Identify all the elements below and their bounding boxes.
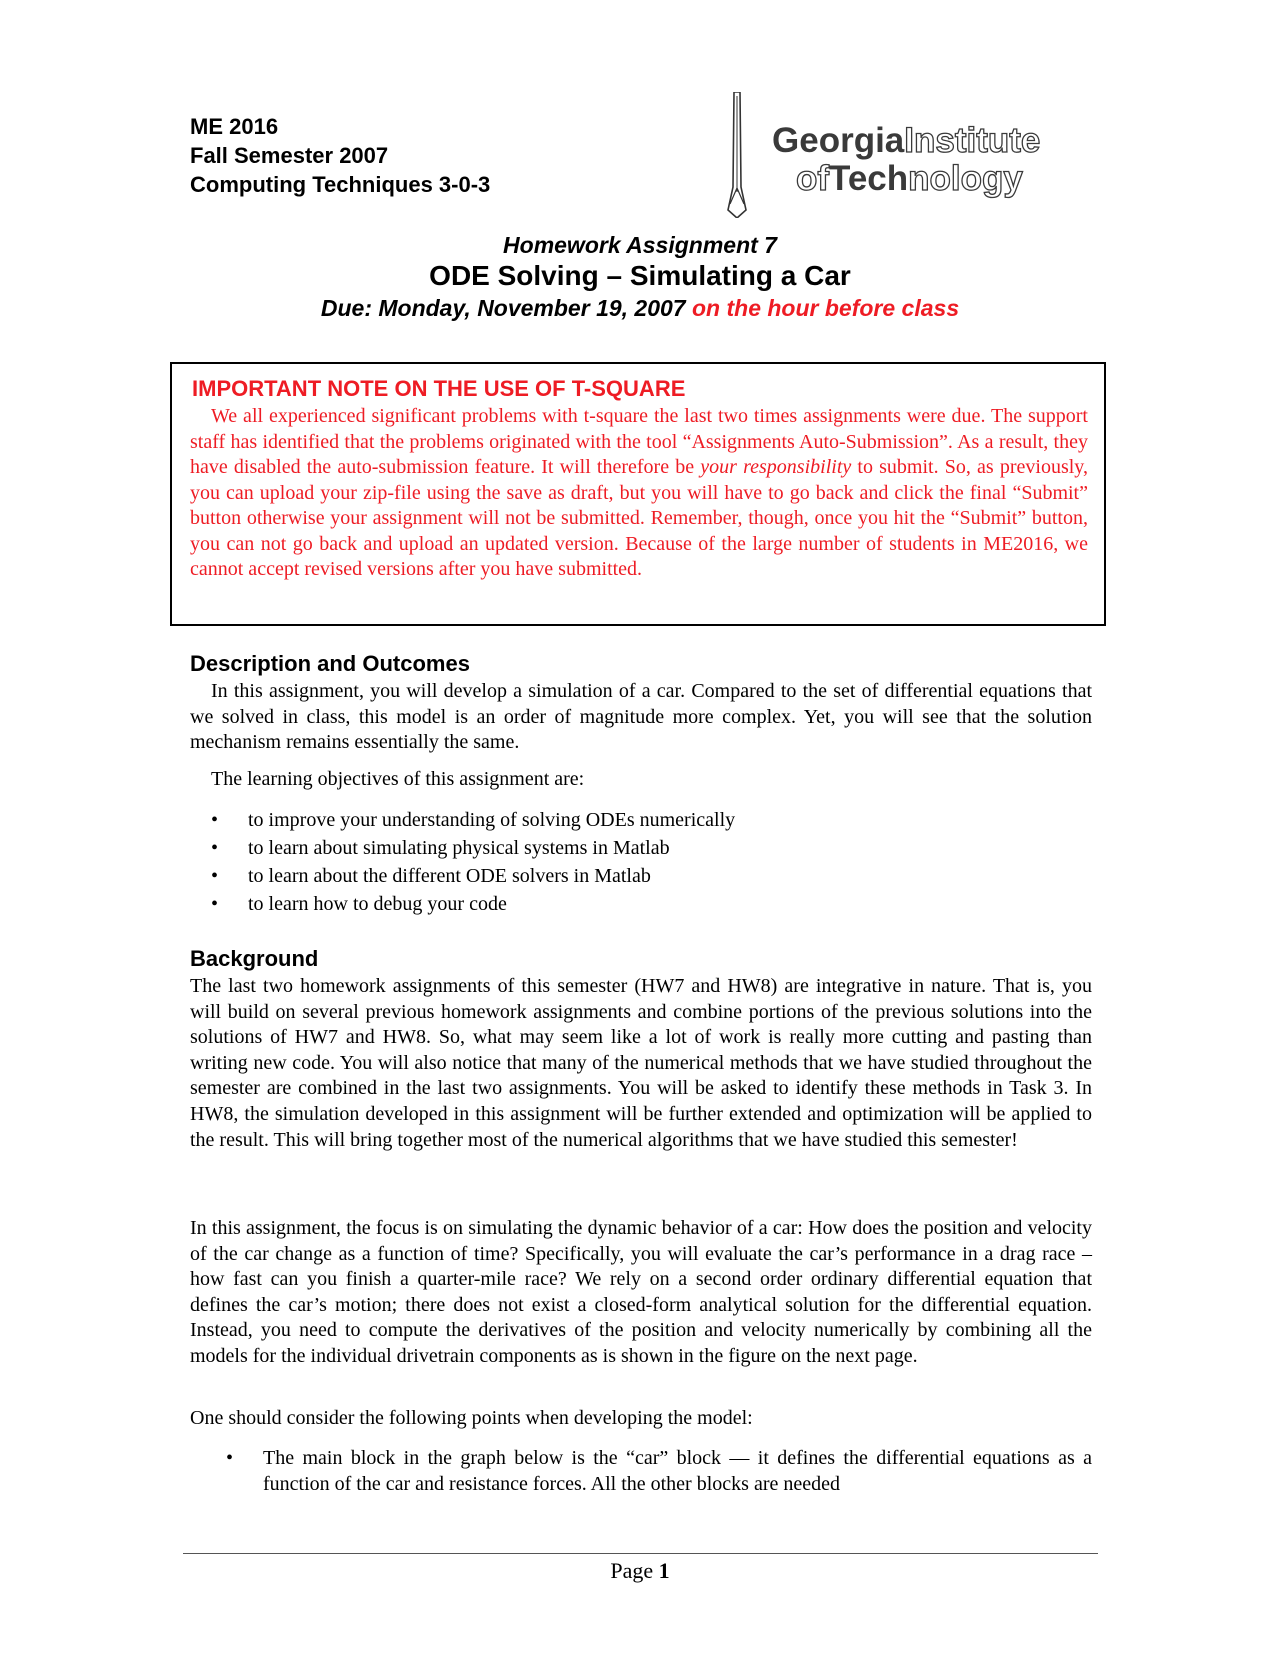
page-label: Page bbox=[610, 1558, 654, 1583]
important-note-box bbox=[170, 362, 1106, 626]
important-note-heading: IMPORTANT NOTE ON THE USE OF T-SQUARE bbox=[192, 376, 686, 401]
due-date bbox=[0, 295, 1280, 322]
logo-wordmark bbox=[772, 122, 1040, 198]
list-item: • to learn about simulating physical systems in Matlab bbox=[211, 837, 670, 859]
note-text-after: to submit. So, as previously, you can upload your zip-file using the save as draft, but you will have to go back and click the final “Submit” button otherwise your assignment will not be submitted. Remember, though, once you hit the “Submit” button, you can not go back and upload an updated version. Because of the large number of students in ME2016, we cannot accept revised versions after you have submitted. bbox=[190, 456, 1088, 580]
assignment-title: ODE Solving – Simulating a Car bbox=[429, 260, 851, 291]
assignment-label: Homework Assignment 7 bbox=[503, 232, 777, 258]
points-intro: One should consider the following points when developing the model: bbox=[190, 1407, 753, 1429]
logo-georgia: Georgia bbox=[772, 121, 905, 160]
logo-nology: nology bbox=[908, 159, 1023, 198]
description-paragraph: In this assignment, you will develop a simulation of a car. Compared to the set of differential equations that we solved in class, this model is an order of magnitude more complex. Yet, you will see that the solution mechanism remains essentially the same. bbox=[190, 680, 1092, 754]
note-text-emphasis: your responsibility bbox=[700, 456, 852, 478]
important-note-text bbox=[190, 404, 1088, 583]
background-paragraph-2: In this assignment, the focus is on simulating the dynamic behavior of a car: How does the position and velocity of the car change as a function of time? Specifically, you will evaluate the car’s performance in a drag race – how fast can you finish a quarter-mile race? We rely on a second order ordinary differential equation that defines the car’s motion; there does not exist a closed-form analytical solution for the differential equation. Instead, you need to compute the derivatives of the position and velocity numerically by combining all the models for the individual drivetrain components as is shown in the figure on the next page. bbox=[190, 1217, 1092, 1367]
logo-tech: Tech bbox=[829, 159, 909, 198]
logo-of: of bbox=[796, 159, 830, 198]
section-heading-description: Description and Outcomes bbox=[190, 651, 470, 676]
note-text-before: We all experienced significant problems with t-square the last two times assignments were due. The support staff has identified that the problems originated with the tool “Assignments Auto-Submission”. As a result, they have disabled the auto-submission feature. It will therefore be bbox=[190, 405, 1088, 478]
course-code: ME 2016 bbox=[190, 114, 279, 139]
tower-icon bbox=[710, 92, 770, 218]
page-number bbox=[0, 1558, 1280, 1584]
course-info bbox=[190, 112, 490, 199]
list-item: • to learn about the different ODE solvers in Matlab bbox=[211, 865, 651, 887]
course-name: Computing Techniques 3-0-3 bbox=[190, 172, 491, 197]
point-1-text: The main block in the graph below is the “car” block — it defines the differential equations as a function of the car and resistance forces. All the other blocks are needed bbox=[263, 1447, 1092, 1495]
page-number-value: 1 bbox=[658, 1558, 670, 1583]
list-item: • The main block in the graph below is the “car” block — it defines the differential equations as a function of the car and resistance forces. All the other blocks are needed bbox=[190, 1446, 1092, 1497]
list-item: • to learn how to debug your code bbox=[211, 893, 507, 915]
due-date-text: Due: Monday, November 19, 2007 bbox=[320, 295, 686, 321]
semester: Fall Semester 2007 bbox=[190, 143, 389, 168]
list-item: • to improve your understanding of solving ODEs numerically bbox=[211, 809, 736, 831]
due-date-note: on the hour before class bbox=[692, 295, 960, 321]
footer-divider bbox=[183, 1553, 1098, 1554]
georgia-tech-logo bbox=[710, 92, 1100, 218]
objectives-list bbox=[190, 806, 1092, 918]
objectives-intro: The learning objectives of this assignment are: bbox=[211, 768, 585, 790]
logo-institute: Institute bbox=[904, 121, 1041, 160]
section-heading-background: Background bbox=[190, 946, 319, 971]
background-paragraph-1: The last two homework assignments of this semester (HW7 and HW8) are integrative in nature. That is, you will build on several previous homework assignments and combine portions of the previous solutions into the solutions of HW7 and HW8. So, what may seem like a lot of work is really more cutting and pasting than writing new code. You will also notice that many of the numerical methods that we have studied throughout the semester are combined in the last two assignments. You will be asked to identify these methods in Task 3. In HW8, the simulation developed in this assignment will be further extended and optimization will be applied to the result. This will bring together most of the numerical algorithms that we have studied this semester! bbox=[190, 975, 1092, 1151]
